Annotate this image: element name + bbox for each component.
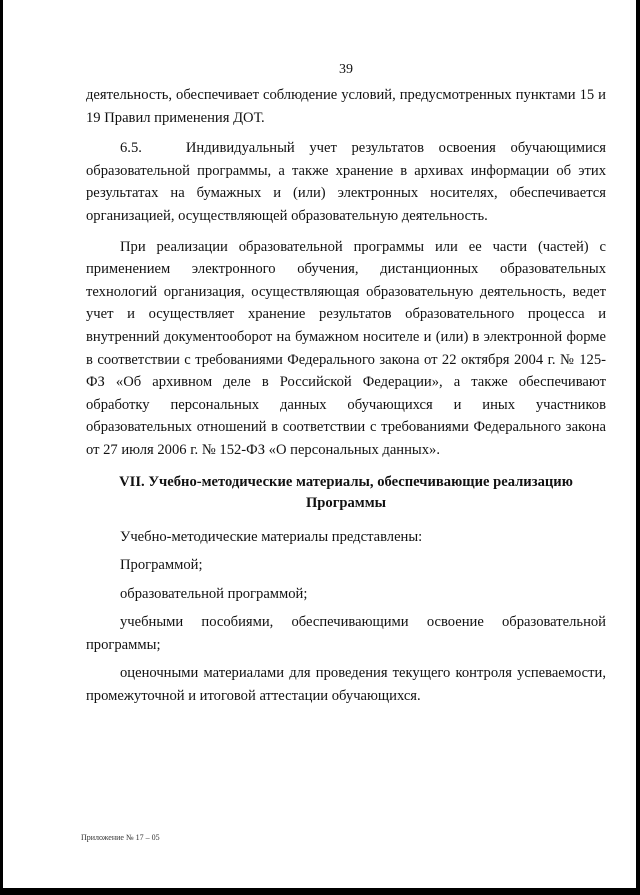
materials-item: оценочными материалами для проведения текущего контроля успеваемости, промежуточной и итоговой аттестации обучающихся. [86, 665, 606, 705]
footer-note: Приложение № 17 – 05 [81, 833, 160, 842]
document-page [3, 0, 636, 888]
section-heading [86, 472, 606, 514]
paragraph-6-5: 6.5. Индивидуальный учет результатов освоения обучающимися образовательной программы, а также хранение в архивах информации об этих результатах на бумажных и (или) электронных носителях, обеспечивается организацией, осуществляющей образовательную деятельность. [86, 140, 606, 224]
materials-item: учебными пособиями, обеспечивающими освоение образовательной программы; [86, 614, 606, 653]
paragraph-continuation: деятельность, обеспечивает соблюдение условий, предусмотренных пунктами 15 и 19 Правил применения ДОТ. [86, 87, 606, 126]
materials-intro: Учебно-методические материалы представлены: [120, 528, 423, 545]
page-number: 39 [339, 62, 353, 77]
paragraph-electronic-learning: При реализации образовательной программы или ее части (частей) с применением электронного обучения, дистанционных образовательных технологий организация, осуществляющая образовательную деятельность, ведет учет и осуществляет хранение результатов образовательного процесса и внутренний документооборот на бумажном носителе и (или) в электронной форме в соответствии с требованиями Федерального закона от 22 октября 2004 г. № 125-ФЗ «Об архивном деле в Российской Федерации», а также обеспечивают обработку персональных данных обучающихся и иных участников образовательных отношений в соответствии с требованиями Федерального закона от 27 июля 2006 г. № 152-ФЗ «О персональных данных». [86, 238, 606, 458]
document-body [86, 84, 606, 708]
materials-item: Программой; [120, 557, 203, 574]
materials-item: образовательной программой; [120, 585, 308, 602]
section-heading-line-2: Программы [305, 494, 387, 511]
section-heading-line-1: VII. Учебно-методические материалы, обеспечивающие реализацию [119, 473, 573, 490]
